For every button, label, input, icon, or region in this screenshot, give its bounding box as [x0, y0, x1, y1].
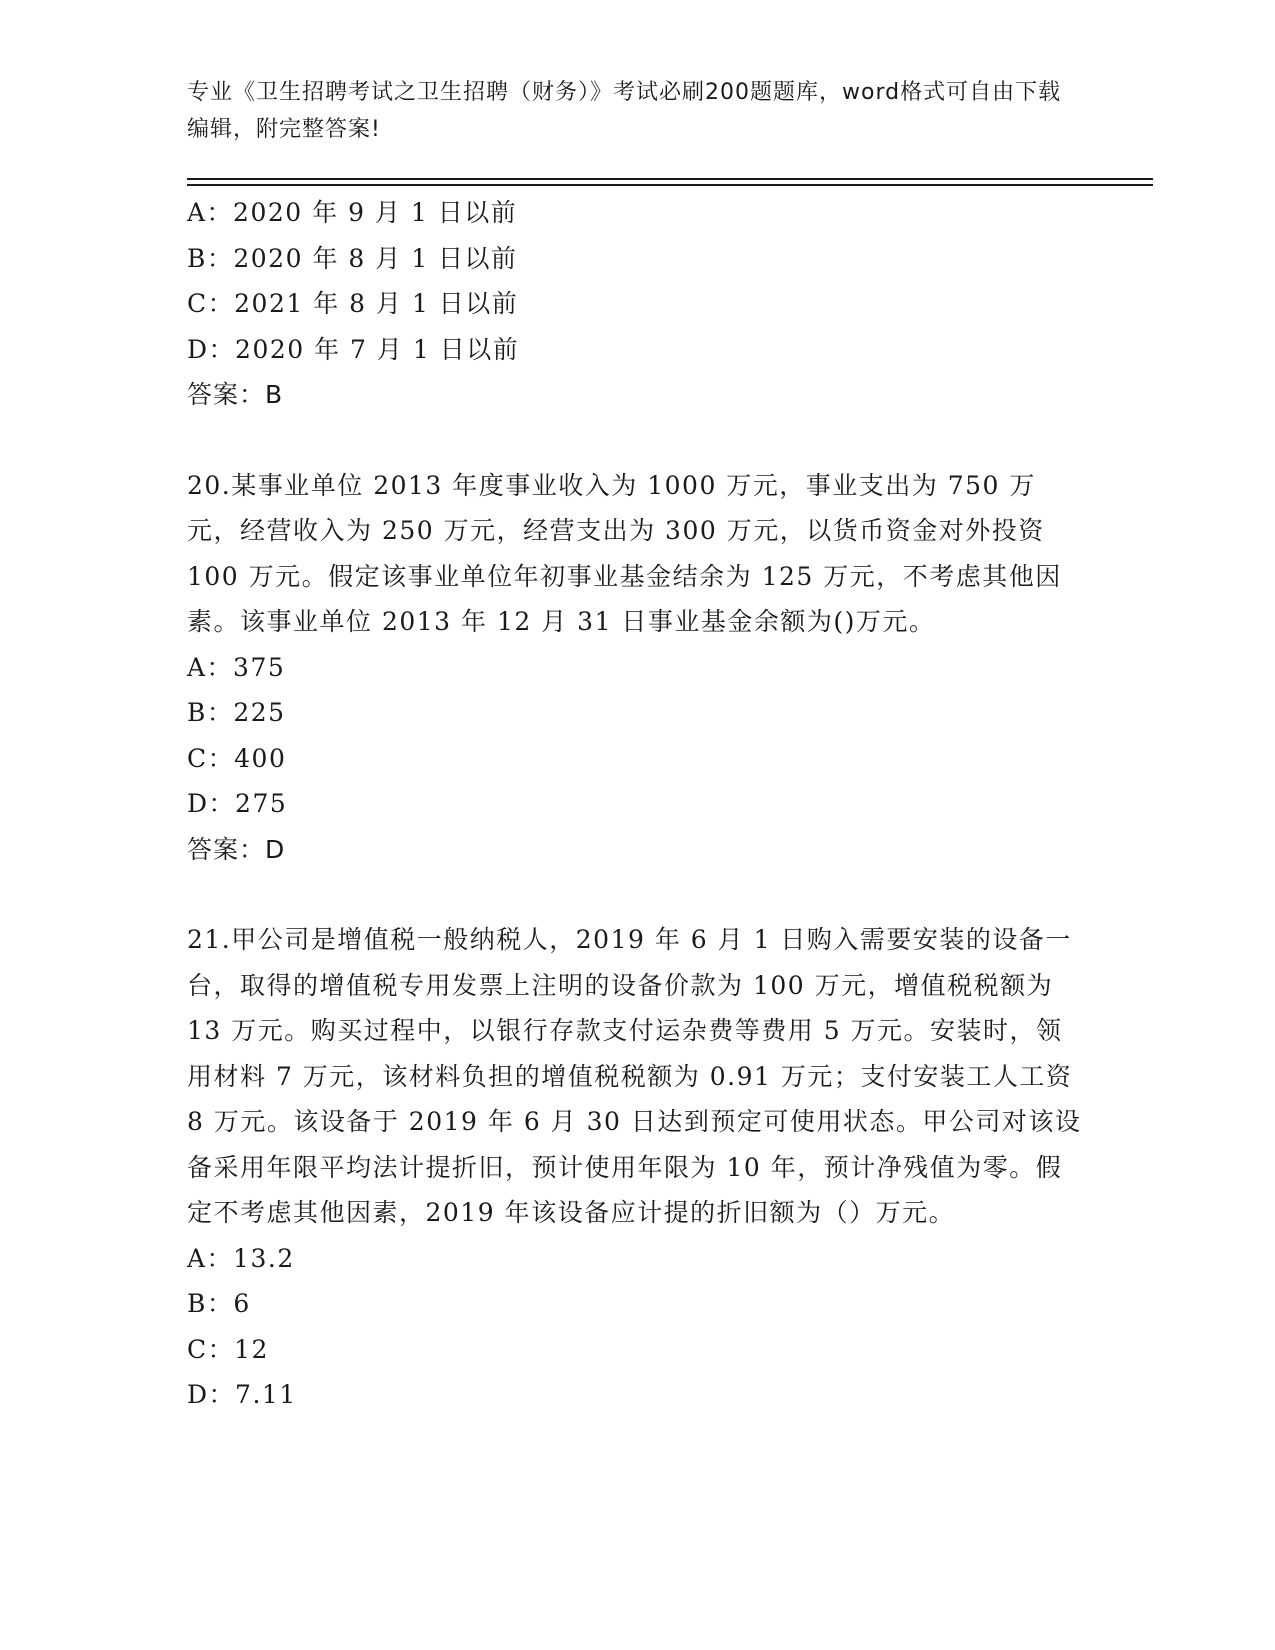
spacer — [187, 872, 1087, 917]
answer-line: 答案：B — [187, 380, 284, 409]
option-c: C：400 — [187, 743, 287, 773]
option-a: A：2020 年 9 月 1 日以前 — [187, 198, 518, 227]
previous-question-block — [187, 190, 1087, 418]
question-content — [187, 190, 1087, 1418]
spacer — [187, 418, 1087, 463]
header-rule-top — [187, 178, 1153, 180]
question-20-text: 20.某事业单位 2013 年度事业收入为 1000 万元，事业支出为 750 万元，经营收入为 250 万元，经营支出为 300 万元，以货币资金对外投资 100 万元。假定该事业单位年初事业基金结余为 125 万元，不考虑其他因素。该事业单位 2013 年 12 月 31 日事业基金余额为()万元。 — [187, 470, 1062, 636]
option-d: D：7.11 — [187, 1380, 297, 1409]
question-21-block — [187, 917, 1087, 1418]
document-header: 专业《卫生招聘考试之卫生招聘（财务）》考试必刷200题题库，word格式可自由下载编辑，附完整答案! — [187, 80, 1062, 142]
question-21-text: 21.甲公司是增值税一般纳税人，2019 年 6 月 1 日购入需要安装的设备一台，取得的增值税专用发票上注明的设备价款为 100 万元，增值税税额为 13 万元。购买过程中，以银行存款支付运杂费等费用 5 万元。安装时，领用材料 7 万元，该材料负担的增值税税额为 0.91 万元；支付安装工人工资 8 万元。该设备于 2019 年 6 月 30 日达到预定可使用状态。甲公司对该设备采用年限平均法计提折旧，预计使用年限为 10 年，预计净残值为零。假定不考虑其他因素，2019 年该设备应计提的折旧额为（）万元。 — [187, 925, 1082, 1227]
option-b: B：6 — [187, 1289, 251, 1318]
option-a: A：13.2 — [187, 1243, 295, 1273]
option-d: D：275 — [187, 789, 288, 818]
option-b: B：225 — [187, 698, 286, 727]
option-d: D：2020 年 7 月 1 日以前 — [187, 334, 520, 364]
option-c: C：2021 年 8 月 1 日以前 — [187, 289, 519, 318]
option-a: A：375 — [187, 652, 286, 682]
answer-line: 答案：D — [187, 834, 286, 864]
option-c: C：12 — [187, 1334, 269, 1364]
option-b: B：2020 年 8 月 1 日以前 — [187, 243, 518, 273]
question-20-block — [187, 463, 1087, 873]
header-rule-bottom — [187, 184, 1153, 186]
